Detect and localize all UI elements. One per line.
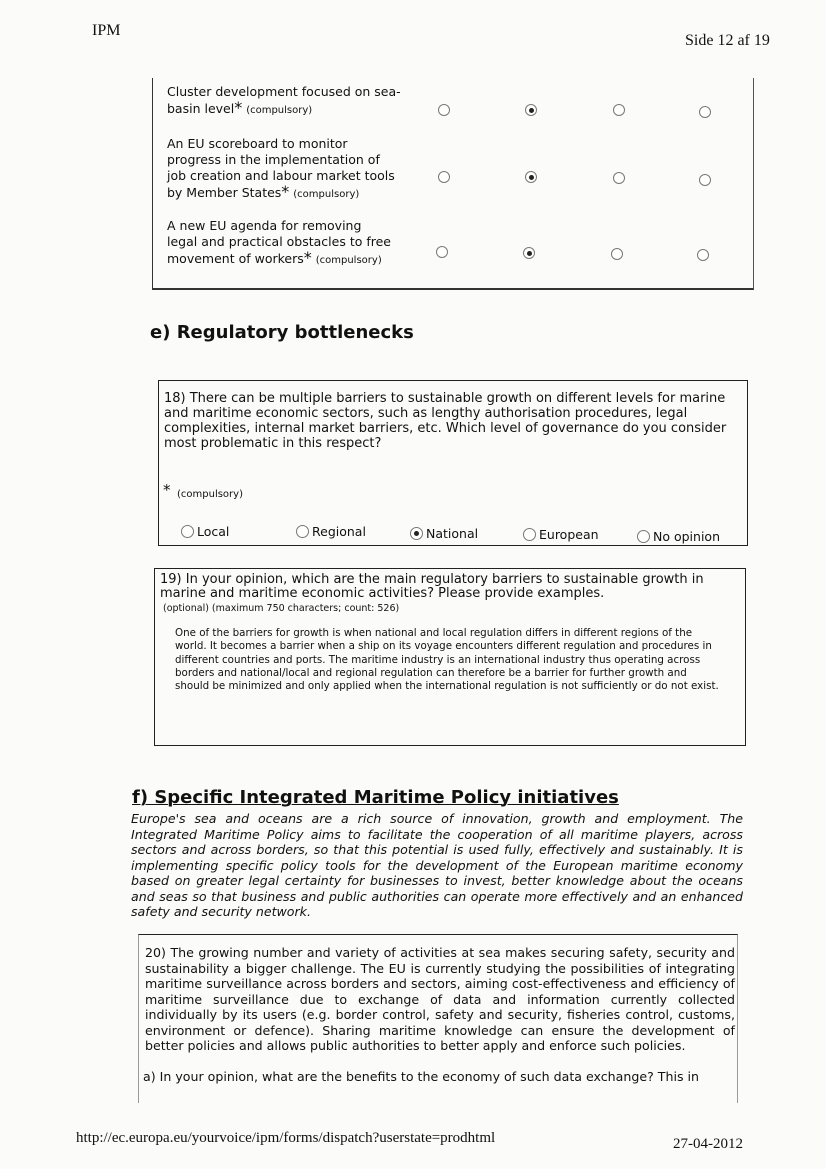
matrix-row-1-radio-3[interactable] (613, 104, 625, 116)
page-number: Side 12 af 19 (685, 32, 770, 49)
priority-matrix (152, 78, 754, 290)
question-19-answer-textarea[interactable]: One of the barriers for growth is when national and local regulation differs in different regions of the world. It becomes a barrier when a ship on its voyage encounters different regulation and procedures in different countries and ports. The maritime industry is an international industry thus operating across borders and national/local and regional regulation can therefore be a barrier for further growth and should be minimized and only applied when the international regulation is not sufficiently or do not exist. (175, 627, 719, 693)
matrix-row-label: Cluster development focused on sea-basin level (167, 84, 401, 116)
question-20-part-a: a) In your opinion, what are the benefits to the economy of such data exchange? This in (143, 1069, 699, 1084)
matrix-row-1 (167, 84, 402, 119)
matrix-row-3 (167, 218, 395, 269)
required-star: * (234, 98, 243, 117)
option-label: National (426, 526, 479, 541)
radio-local[interactable] (181, 525, 194, 538)
question-19 (154, 568, 746, 746)
radio-no-opinion[interactable] (637, 530, 650, 543)
matrix-row-2-radio-2[interactable] (525, 171, 537, 183)
header-left: IPM (92, 22, 121, 39)
compulsory-note: (compulsory) (315, 255, 382, 266)
compulsory-note: (compulsory) (177, 489, 243, 500)
option-regional[interactable] (296, 524, 366, 539)
matrix-row-3-radio-4[interactable] (697, 249, 709, 261)
option-label: No opinion (653, 529, 720, 544)
matrix-row-label: A new EU agenda for removing legal and practical obstacles to free movement of workers (167, 218, 391, 266)
footer-date: 27-04-2012 (673, 1136, 743, 1152)
section-e-heading: e) Regulatory bottlenecks (150, 322, 414, 343)
option-no-opinion[interactable] (637, 529, 720, 544)
matrix-row-1-radio-1[interactable] (438, 104, 450, 116)
required-star: * (281, 182, 290, 201)
question-20-text: 20) The growing number and variety of activities at sea makes securing safety, security and sustainability a bigger challenge. The EU is currently studying the possibilities of integrating maritime surveillance across borders and sectors, aiming cost-effectiveness and efficiency of maritime surveillance due to exchange of data and information currently collected individually by its users (e.g. border control, safety and security, fisheries control, customs, environment or defence). Sharing maritime knowledge can ensure the development of better policies and allows public authorities to better apply and enforce such policies. (145, 945, 735, 1053)
matrix-row-1-radio-4[interactable] (699, 106, 711, 118)
section-f-intro: Europe's sea and oceans are a rich source of innovation, growth and employment. The Integrated Maritime Policy aims to facilitate the cooperation of all maritime players, across sectors and across borders, so that this potential is used fully, effectively and sustainably. It is implementing specific policy tools for the development of the European maritime economy based on greater legal certainty for businesses to invest, better knowledge about the oceans and seas so that business and public authorities can operate more effectively and an enhanced safety and security network. (131, 811, 743, 919)
option-label: Regional (312, 524, 366, 539)
question-18 (158, 380, 748, 546)
matrix-row-2-radio-3[interactable] (613, 172, 625, 184)
option-european[interactable] (523, 527, 599, 542)
matrix-row-2-radio-4[interactable] (699, 174, 711, 186)
matrix-row-3-radio-2[interactable] (523, 247, 535, 259)
matrix-row-1-radio-2[interactable] (525, 104, 537, 116)
required-star: * (303, 248, 312, 267)
option-national[interactable] (410, 526, 478, 541)
question-18-text: 18) There can be multiple barriers to sustainable growth on different levels for marine and maritime economic sectors, such as lengthy authorisation procedures, legal complexities, internal market barriers, etc. Which level of governance do you consider most problematic in this respect? (164, 391, 727, 451)
matrix-row-2 (167, 136, 399, 203)
matrix-row-3-radio-3[interactable] (611, 248, 623, 260)
option-label: European (539, 527, 599, 542)
compulsory-note: (compulsory) (293, 189, 360, 200)
question-20 (138, 934, 738, 1103)
matrix-row-3-radio-1[interactable] (436, 246, 448, 258)
option-label: Local (197, 524, 230, 539)
matrix-row-2-radio-1[interactable] (438, 171, 450, 183)
question-19-limit: (optional) (maximum 750 characters; count: 526) (163, 603, 400, 614)
option-local[interactable] (181, 524, 229, 539)
section-f-heading: f) Specific Integrated Maritime Policy initiatives (132, 787, 619, 808)
matrix-row-label: An EU scoreboard to monitor progress in the implementation of job creation and labour market tools by Member States (167, 136, 395, 200)
footer-url: http://ec.europa.eu/yourvoice/ipm/forms/dispatch?userstate=prodhtml (76, 1130, 496, 1146)
required-star: * (163, 481, 171, 499)
question-19-text: 19) In your opinion, which are the main regulatory barriers to sustainable growth in marine and maritime economic activities? Please provide examples. (160, 572, 704, 601)
radio-national[interactable] (410, 527, 423, 540)
radio-european[interactable] (523, 528, 536, 541)
compulsory-note: (compulsory) (246, 105, 313, 116)
radio-regional[interactable] (296, 525, 309, 538)
